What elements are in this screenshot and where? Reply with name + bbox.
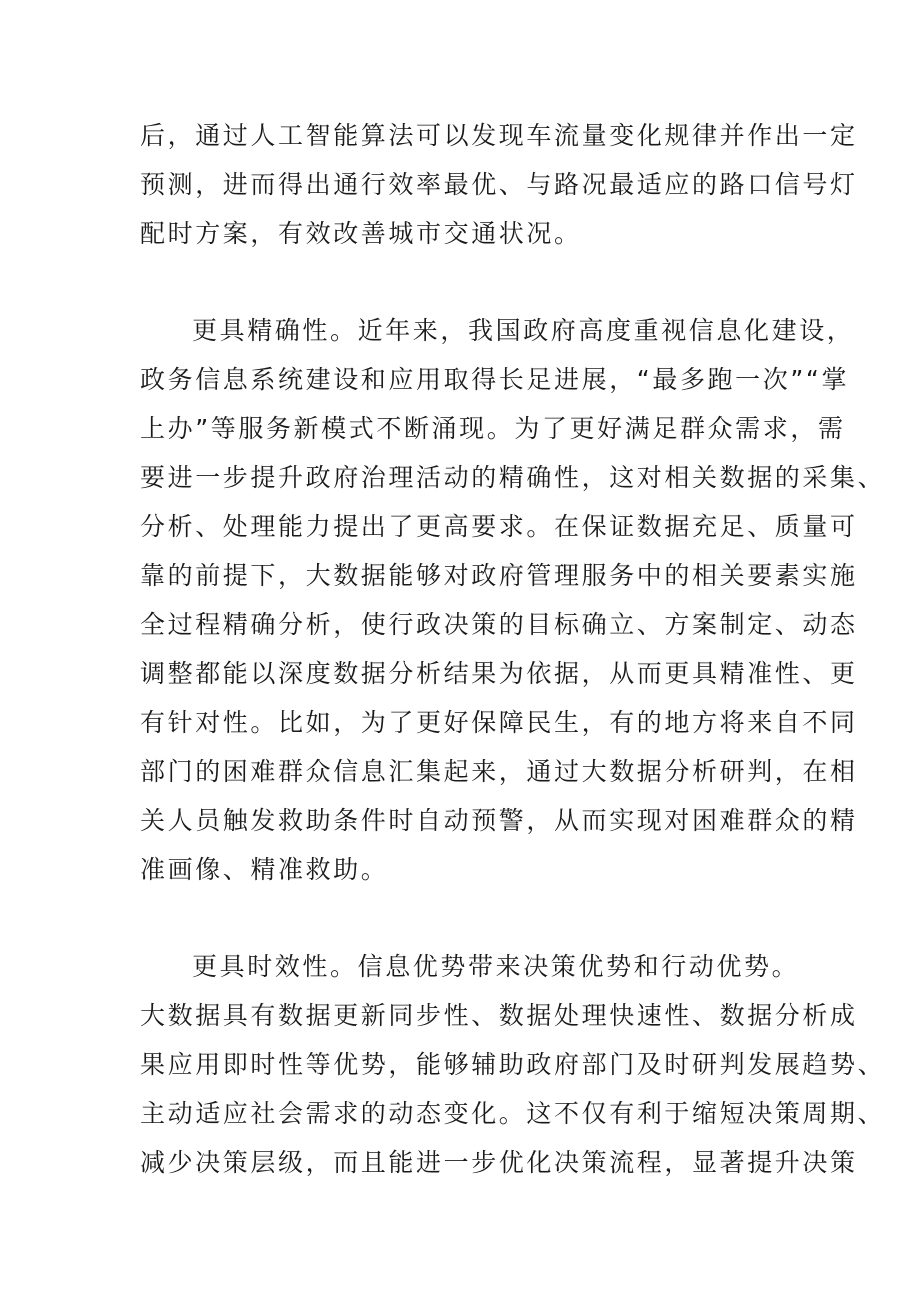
- paragraph-2-line-10: 部门的困难群众信息汇集起来，通过大数据分析研判，在相: [140, 757, 858, 786]
- paragraph-2-line-11: 关人员触发救助条件时自动预警，从而实现对困难群众的精: [140, 806, 858, 835]
- paragraph-1-line-1: 后，通过人工智能算法可以发现车流量变化规律并作出一定: [140, 121, 858, 150]
- paragraph-3-line-5: 减少决策层级，而且能进一步优化决策流程，显著提升决策: [140, 1148, 858, 1177]
- paragraph-2-line-4: 要进一步提升政府治理活动的精确性，这对相关数据的采集、: [140, 463, 886, 492]
- paragraph-1-line-3: 配时方案，有效改善城市交通状况。: [140, 219, 582, 248]
- paragraph-2-line-9: 有针对性。比如，为了更好保障民生，有的地方将来自不同: [140, 708, 858, 737]
- paragraph-3-line-2: 大数据具有数据更新同步性、数据处理快速性、数据分析成: [140, 1001, 858, 1030]
- paragraph-2-line-7: 全过程精确分析，使行政决策的目标确立、方案制定、动态: [140, 610, 858, 639]
- paragraph-2-line-5: 分析、处理能力提出了更高要求。在保证数据充足、质量可: [140, 512, 858, 541]
- paragraph-2-line-12: 准画像、精准救助。: [140, 855, 389, 884]
- paragraph-2-line-8: 调整都能以深度数据分析结果为依据，从而更具精准性、更: [140, 659, 858, 688]
- paragraph-2-line-3: 上办”等服务新模式不断涌现。为了更好满足群众需求，需: [140, 414, 846, 443]
- paragraph-3-line-1: 更具时效性。信息优势带来决策优势和行动优势。: [192, 952, 800, 981]
- paragraph-2-line-1: 更具精确性。近年来，我国政府高度重视信息化建设，: [192, 316, 855, 345]
- paragraph-3-line-3: 果应用即时性等优势，能够辅助政府部门及时研判发展趋势、: [140, 1050, 886, 1079]
- paragraph-2-line-6: 靠的前提下，大数据能够对政府管理服务中的相关要素实施: [140, 561, 858, 590]
- paragraph-3-line-4: 主动适应社会需求的动态变化。这不仅有利于缩短决策周期、: [140, 1099, 886, 1128]
- paragraph-1-line-2: 预测，进而得出通行效率最优、与路况最适应的路口信号灯: [140, 170, 858, 199]
- paragraph-2-line-2: 政务信息系统建设和应用取得长足进展，“最多跑一次”“掌: [140, 365, 850, 394]
